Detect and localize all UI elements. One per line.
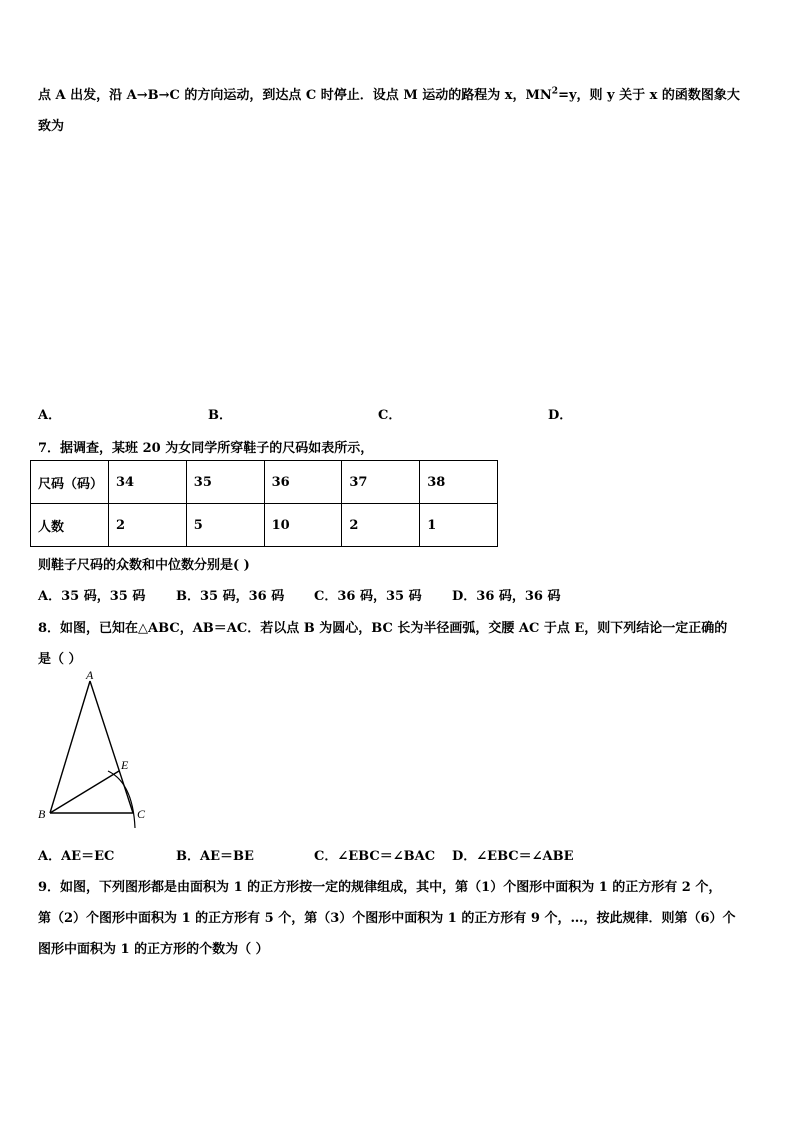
q7-option-a: A．35 码，35 码 (38, 589, 146, 604)
q6-option-d: D． (548, 408, 573, 423)
label-a: A (86, 668, 94, 682)
q7-option-d: D．36 码，36 码 (452, 589, 561, 604)
label-c: C (137, 807, 146, 821)
q8-stem-line2: 是（ ） (38, 652, 82, 667)
side-ab (50, 681, 90, 813)
q8-stem-line1: 8．如图，已知在△ABC，AB＝AC．若以点 B 为圆心，BC 长为半径画弧，交腰 AC 于点 E，则下列结论一定正确的 (38, 621, 728, 636)
q6-option-a: A． (38, 408, 62, 423)
label-e: E (121, 758, 129, 772)
table-cell: 2 (109, 504, 187, 547)
q9-stem-line1: 9．如图，下列图形都是由面积为 1 的正方形按一定的规律组成，其中，第（1）个图形中面积为 1 的正方形有 2 个， (38, 880, 722, 895)
table-cell: 人数 (31, 504, 109, 547)
q9-stem-line3: 图形中面积为 1 的正方形的个数为（ ） (38, 942, 269, 957)
q6-stem-line1 (38, 84, 740, 103)
q6-stem-superscript: 2 (551, 86, 559, 97)
table-cell: 5 (186, 504, 264, 547)
table-cell: 37 (342, 461, 420, 504)
table-cell: 34 (109, 461, 187, 504)
table-cell: 35 (186, 461, 264, 504)
q7-option-c: C．36 码，35 码 (314, 589, 422, 604)
q6-stem-part2: =y，则 y 关于 x 的函数图象大 (558, 88, 740, 103)
table-cell: 尺码（码） (31, 461, 109, 504)
table-row (31, 461, 498, 504)
triangle-figure (36, 668, 166, 838)
q6-option-c: C． (378, 408, 402, 423)
shoe-size-table (30, 460, 498, 547)
table-row (31, 504, 498, 547)
q8-option-c: C．∠EBC＝∠BAC (314, 849, 436, 864)
q9-stem-line2: 第（2）个图形中面积为 1 的正方形有 5 个，第（3）个图形中面积为 1 的正方形有 9 个，…，按此规律．则第（6）个 (38, 911, 736, 926)
table-cell: 36 (264, 461, 342, 504)
side-ac (90, 681, 133, 813)
q7-stem: 7．据调查，某班 20 为女同学所穿鞋子的尺码如表所示， (38, 441, 374, 456)
q7-option-b: B．35 码，36 码 (176, 589, 285, 604)
q8-option-d: D．∠EBC＝∠ABE (452, 849, 574, 864)
q6-stem-part1: 点 A 出发，沿 A→B→C 的方向运动，到达点 C 时停止．设点 M 运动的路程为 x，MN (38, 88, 552, 103)
q7-question: 则鞋子尺码的众数和中位数分别是( ) (38, 558, 250, 573)
table-cell: 1 (420, 504, 498, 547)
table-cell: 38 (420, 461, 498, 504)
table-cell: 2 (342, 504, 420, 547)
table-cell: 10 (264, 504, 342, 547)
q8-option-a: A．AE＝EC (38, 849, 115, 864)
q8-option-b: B．AE＝BE (176, 849, 254, 864)
label-b: B (38, 807, 46, 821)
q6-option-b: B． (208, 408, 232, 423)
q6-stem-line2: 致为 (38, 119, 65, 134)
